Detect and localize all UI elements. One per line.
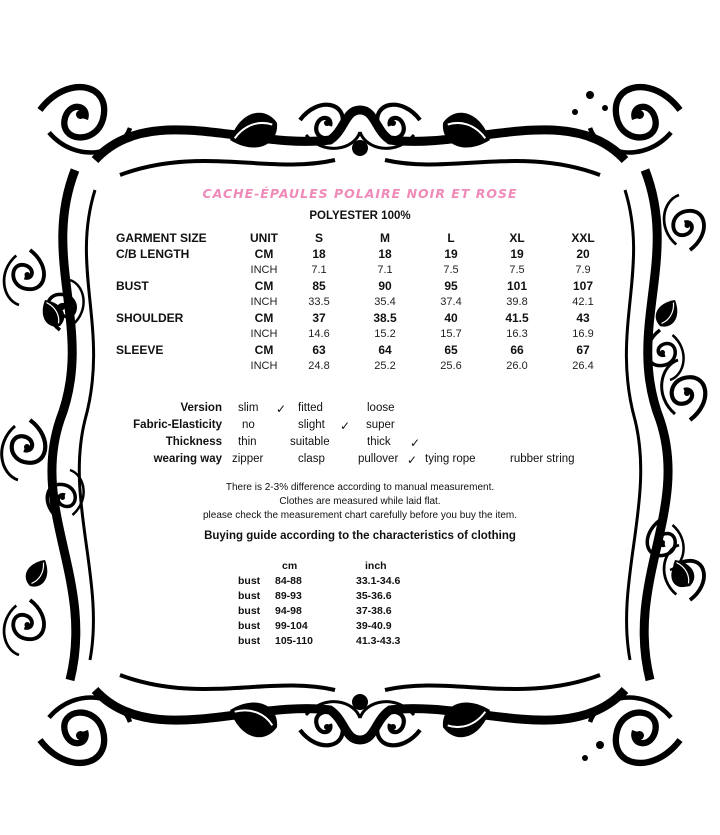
guide-cm: 89-93 bbox=[275, 590, 302, 602]
table-cell: 20 bbox=[576, 247, 590, 261]
row-label bbox=[116, 358, 242, 374]
characteristic-label: Version bbox=[180, 402, 222, 414]
table-cell: 90 bbox=[378, 279, 392, 293]
characteristic-option: thick bbox=[367, 436, 391, 448]
table-cell: 107 bbox=[572, 279, 594, 293]
table-row bbox=[116, 294, 616, 310]
table-cell: 67 bbox=[576, 343, 590, 357]
guide-inch: 39-40.9 bbox=[356, 620, 392, 632]
guide-part: bust bbox=[238, 575, 261, 587]
table-cell: 38.5 bbox=[373, 311, 397, 325]
table-cell: 37.4 bbox=[440, 296, 462, 308]
table-cell: 101 bbox=[506, 279, 528, 293]
guide-cm: 84-88 bbox=[275, 575, 302, 587]
guide-part: bust bbox=[238, 620, 261, 632]
table-row bbox=[116, 246, 616, 262]
table-cell: 26.0 bbox=[506, 360, 528, 372]
measurement-notes bbox=[0, 481, 720, 523]
characteristic-label: Thickness bbox=[165, 436, 222, 448]
table-cell: 66 bbox=[510, 343, 524, 357]
table-cell: 7.5 bbox=[443, 264, 459, 276]
table-row bbox=[116, 278, 616, 294]
characteristic-option: thin bbox=[238, 436, 257, 448]
guide-inch: 33.1-34.6 bbox=[356, 575, 401, 587]
table-cell: 95 bbox=[444, 279, 458, 293]
guide-cm: 94-98 bbox=[275, 605, 302, 617]
table-cell: 33.5 bbox=[308, 296, 330, 308]
row-label bbox=[116, 326, 242, 342]
header-size-xxl: XXL bbox=[571, 231, 595, 245]
characteristic-label: Fabric-Elasticity bbox=[133, 419, 222, 431]
guide-part: bust bbox=[238, 605, 261, 617]
table-cell: 7.5 bbox=[509, 264, 525, 276]
guide-col-inch: inch bbox=[365, 560, 387, 572]
size-table-header bbox=[116, 230, 616, 246]
row-label: BUST bbox=[116, 279, 149, 293]
guide-part: bust bbox=[238, 590, 261, 602]
table-cell: 7.9 bbox=[575, 264, 591, 276]
table-cell: 25.2 bbox=[374, 360, 396, 372]
checkmark-icon: ✓ bbox=[340, 419, 351, 433]
table-cell: 43 bbox=[576, 311, 590, 325]
table-cell: 19 bbox=[444, 247, 458, 261]
row-unit: CM bbox=[254, 311, 274, 325]
table-cell: 14.6 bbox=[308, 328, 330, 340]
characteristic-option: pullover bbox=[358, 453, 399, 465]
table-cell: 25.6 bbox=[440, 360, 462, 372]
table-cell: 18 bbox=[312, 247, 326, 261]
guide-cm: 105-110 bbox=[275, 635, 313, 647]
characteristic-option: fitted bbox=[298, 402, 323, 414]
product-title: CACHE-ÉPAULES POLAIRE NOIR ET ROSE bbox=[202, 186, 518, 201]
row-unit: CM bbox=[254, 343, 274, 357]
note-line: please check the measurement chart carefully before you buy the item. bbox=[202, 510, 518, 521]
checkmark-icon: ✓ bbox=[276, 402, 287, 416]
row-unit: INCH bbox=[250, 360, 278, 372]
table-cell: 26.4 bbox=[572, 360, 594, 372]
checkmark-icon: ✓ bbox=[407, 453, 418, 467]
guide-part: bust bbox=[238, 635, 261, 647]
checkmark-icon: ✓ bbox=[410, 436, 421, 450]
table-row bbox=[116, 358, 616, 374]
characteristic-option: super bbox=[366, 419, 395, 431]
characteristic-option: suitable bbox=[290, 436, 330, 448]
note-line: Clothes are measured while laid flat. bbox=[279, 496, 441, 507]
table-row bbox=[116, 310, 616, 326]
table-cell: 16.3 bbox=[506, 328, 528, 340]
table-cell: 15.2 bbox=[374, 328, 396, 340]
row-label: SHOULDER bbox=[116, 311, 184, 325]
table-cell: 24.8 bbox=[308, 360, 330, 372]
table-cell: 35.4 bbox=[374, 296, 396, 308]
header-size-l: L bbox=[447, 231, 455, 245]
characteristic-option: rubber string bbox=[510, 453, 575, 465]
characteristic-option: slim bbox=[238, 402, 259, 414]
buying-guide-title: Buying guide according to the characteristics of clothing bbox=[204, 530, 516, 542]
table-cell: 18 bbox=[378, 247, 392, 261]
table-cell: 41.5 bbox=[505, 311, 529, 325]
table-cell: 65 bbox=[444, 343, 458, 357]
row-label: C/B LENGTH bbox=[116, 247, 190, 261]
table-cell: 19 bbox=[510, 247, 524, 261]
characteristic-label: wearing way bbox=[153, 453, 222, 465]
size-table bbox=[116, 230, 616, 374]
row-label bbox=[116, 262, 242, 278]
guide-cm: 99-104 bbox=[275, 620, 308, 632]
row-label: SLEEVE bbox=[116, 343, 164, 357]
table-cell: 7.1 bbox=[311, 264, 327, 276]
note-line: There is 2-3% difference according to manual measurement. bbox=[225, 482, 495, 493]
row-unit: INCH bbox=[250, 328, 278, 340]
table-row bbox=[116, 326, 616, 342]
guide-col-cm: cm bbox=[282, 560, 298, 572]
table-cell: 85 bbox=[312, 279, 326, 293]
table-row bbox=[116, 262, 616, 278]
table-row bbox=[116, 342, 616, 358]
characteristic-option: tying rope bbox=[425, 453, 476, 465]
guide-inch: 37-38.6 bbox=[356, 605, 392, 617]
characteristic-option: no bbox=[242, 419, 255, 431]
row-unit: INCH bbox=[250, 296, 278, 308]
table-cell: 16.9 bbox=[572, 328, 594, 340]
guide-inch: 41.3-43.3 bbox=[356, 635, 401, 647]
characteristic-option: loose bbox=[367, 402, 395, 414]
table-cell: 15.7 bbox=[440, 328, 462, 340]
table-cell: 42.1 bbox=[572, 296, 594, 308]
header-unit: UNIT bbox=[250, 231, 278, 245]
table-cell: 37 bbox=[312, 311, 326, 325]
header-garment-size: GARMENT SIZE bbox=[116, 231, 207, 245]
guide-inch: 35-36.6 bbox=[356, 590, 392, 602]
characteristic-option: slight bbox=[298, 419, 325, 431]
characteristic-option: clasp bbox=[298, 453, 325, 465]
table-cell: 64 bbox=[378, 343, 392, 357]
header-size-m: M bbox=[380, 231, 390, 245]
material-subtitle: POLYESTER 100% bbox=[309, 210, 411, 222]
characteristic-option: zipper bbox=[232, 453, 264, 465]
row-unit: INCH bbox=[250, 264, 278, 276]
table-cell: 7.1 bbox=[377, 264, 393, 276]
table-cell: 39.8 bbox=[506, 296, 528, 308]
header-size-xl: XL bbox=[509, 231, 525, 245]
table-cell: 40 bbox=[444, 311, 458, 325]
table-cell: 63 bbox=[312, 343, 326, 357]
row-label bbox=[116, 294, 242, 310]
row-unit: CM bbox=[254, 247, 274, 261]
header-size-s: S bbox=[314, 231, 323, 245]
row-unit: CM bbox=[254, 279, 274, 293]
